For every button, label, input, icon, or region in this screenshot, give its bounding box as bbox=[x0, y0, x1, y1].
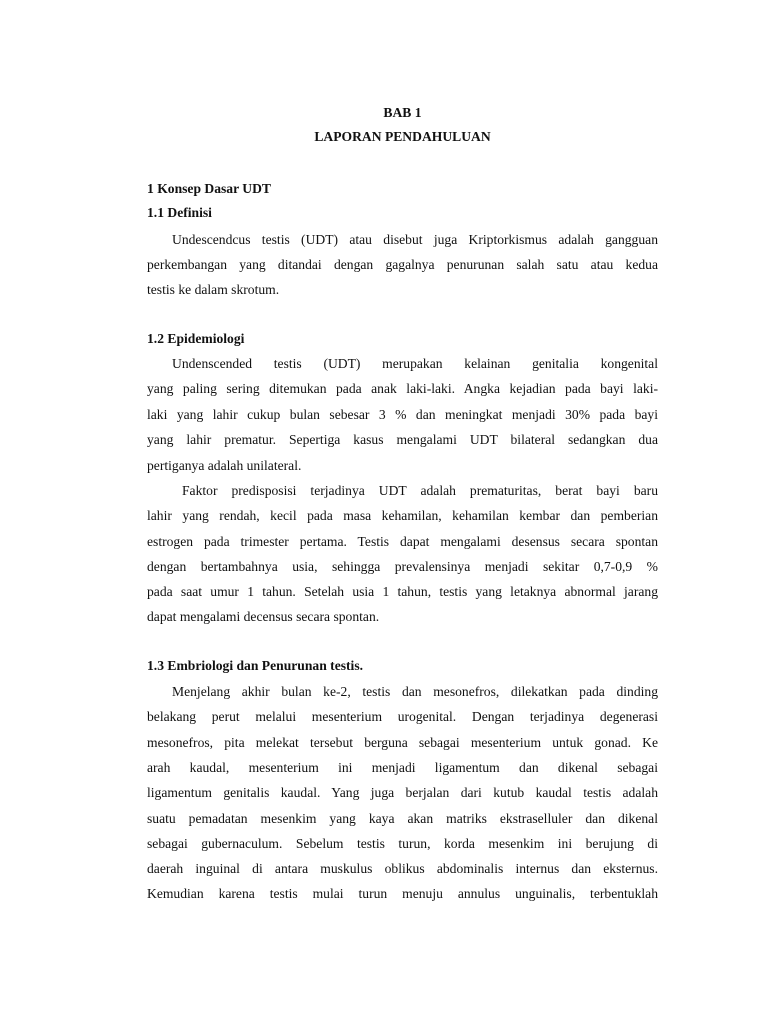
section-heading-1-1: 1.1 Definisi bbox=[147, 205, 212, 220]
paragraph-line: lahir yang rendah, kecil pada masa kehamilan, kehamilan kembar dan pemberian bbox=[147, 508, 658, 523]
paragraph-line: sebagai gubernaculum. Sebelum testis turun, korda mesenkim ini berujung di bbox=[147, 836, 658, 851]
section-heading-1-2: 1.2 Epidemiologi bbox=[147, 331, 245, 346]
paragraph-line: Undescendcus testis (UDT) atau disebut juga Kriptorkismus adalah gangguan bbox=[172, 232, 658, 247]
paragraph-line: daerah inguinal di antara muskulus oblikus abdominalis internus dan eksternus. bbox=[147, 861, 658, 876]
paragraph-line: arah kaudal, mesenterium ini menjadi ligamentum dan dikenal sebagai bbox=[147, 760, 658, 775]
paragraph-line: Kemudian karena testis mulai turun menuju annulus unguinalis, terbentuklah bbox=[147, 886, 658, 901]
paragraph-line: pada saat umur 1 tahun. Setelah usia 1 tahun, testis yang letaknya abnormal jarang bbox=[147, 584, 658, 599]
section-heading-1-3: 1.3 Embriologi dan Penurunan testis. bbox=[147, 658, 364, 673]
paragraph-line: dapat mengalami decensus secara spontan. bbox=[147, 609, 380, 624]
paragraph-line: Menjelang akhir bulan ke-2, testis dan mesonefros, dilekatkan pada dinding bbox=[172, 684, 658, 699]
paragraph-line: testis ke dalam skrotum. bbox=[147, 282, 280, 297]
paragraph-line: dengan bertambahnya usia, sehingga prevalensinya menjadi sekitar 0,7-0,9 % bbox=[147, 559, 658, 574]
paragraph-line: belakang perut melalui mesenterium urogenital. Dengan terjadinya degenerasi bbox=[147, 709, 658, 724]
chapter-title: LAPORAN PENDAHULUAN bbox=[314, 129, 491, 144]
paragraph-line: mesonefros, pita melekat tersebut berguna sebagai mesenterium untuk gonad. Ke bbox=[147, 735, 658, 750]
paragraph-line: yang paling sering ditemukan pada anak laki-laki. Angka kejadian pada bayi laki- bbox=[147, 381, 658, 396]
paragraph-line: perkembangan yang ditandai dengan gagalnya penurunan salah satu atau kedua bbox=[147, 257, 658, 272]
section-heading-1: 1 Konsep Dasar UDT bbox=[147, 181, 271, 196]
paragraph-line: Undenscended testis (UDT) merupakan kelainan genitalia kongenital bbox=[172, 356, 658, 371]
paragraph-line: Faktor predisposisi terjadinya UDT adalah prematuritas, berat bayi baru bbox=[182, 483, 658, 498]
paragraph-line: ligamentum genitalis kaudal. Yang juga berjalan dari kutub kaudal testis adalah bbox=[147, 785, 658, 800]
paragraph-line: yang lahir prematur. Sepertiga kasus mengalami UDT bilateral sedangkan dua bbox=[147, 432, 658, 447]
paragraph-line: pertiganya adalah unilateral. bbox=[147, 458, 302, 473]
chapter-number: BAB 1 bbox=[383, 105, 422, 120]
paragraph-line: estrogen pada trimester pertama. Testis dapat mengalami desensus secara spontan bbox=[147, 534, 658, 549]
paragraph-line: laki yang lahir cukup bulan sebesar 3 % dan meningkat menjadi 30% pada bayi bbox=[147, 407, 658, 422]
paragraph-line: suatu pemadatan mesenkim yang kaya akan matriks ekstraselluler dan dikenal bbox=[147, 811, 658, 826]
